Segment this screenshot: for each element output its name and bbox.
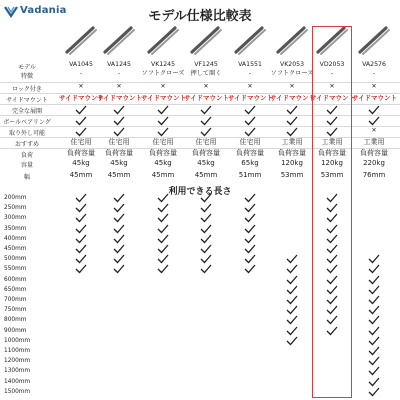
length-label: 700mm <box>4 297 27 303</box>
check-icon <box>244 264 256 274</box>
check-icon <box>200 264 212 274</box>
row-label: 完全な展開 <box>11 108 42 115</box>
check-icon <box>244 116 256 126</box>
check-icon <box>75 193 87 203</box>
spec-cell-name: VD2053 <box>319 61 345 68</box>
length-label: 750mm <box>4 307 27 314</box>
check-icon <box>157 116 169 126</box>
check-icon <box>368 305 380 315</box>
spec-cell-feature: - <box>248 70 252 77</box>
check-icon <box>368 326 380 336</box>
spec-cell-width: 53mm <box>280 171 304 179</box>
check-icon <box>113 234 125 244</box>
spec-cell-feature: - <box>372 70 376 77</box>
spec-cell-name: VK2053 <box>279 61 305 68</box>
check-icon <box>75 224 87 234</box>
check-icon <box>75 244 87 254</box>
length-label: 500mm <box>4 256 27 263</box>
row-label: 特徴 <box>20 73 33 80</box>
page-title: モデル仕様比較表 <box>148 9 252 24</box>
spec-cell-load: 負荷容量 <box>105 149 133 157</box>
spec-cell-name: VA1551 <box>238 61 262 68</box>
check-icon <box>157 213 169 223</box>
length-label: 1400mm <box>4 378 31 385</box>
spec-cell-load: 負荷容量 <box>318 149 346 157</box>
check-icon <box>244 213 256 223</box>
check-icon <box>157 244 169 254</box>
check-icon <box>286 336 298 346</box>
check-icon <box>157 193 169 203</box>
spec-cell-load: 負荷容量 <box>236 149 264 157</box>
check-icon <box>244 203 256 213</box>
length-label: 300mm <box>4 215 27 222</box>
check-icon <box>244 234 256 244</box>
check-icon <box>113 244 125 254</box>
check-icon <box>368 105 380 115</box>
check-icon <box>368 346 380 356</box>
check-icon <box>75 105 87 115</box>
spec-cell-use: 住宅用 <box>195 138 217 146</box>
spec-cell-use: 住宅用 <box>152 138 174 146</box>
spec-cell-width: 45mm <box>69 171 93 179</box>
cross-icon: ✕ <box>289 83 295 90</box>
check-icon <box>200 193 212 203</box>
spec-cell-use: 工業用 <box>321 138 343 146</box>
spec-cell-cap: 120kg <box>321 159 343 167</box>
length-label: 550mm <box>4 266 27 273</box>
check-icon <box>368 336 380 346</box>
cross-icon: ✕ <box>247 83 253 90</box>
check-icon <box>200 127 212 137</box>
check-icon <box>200 105 212 115</box>
check-icon <box>368 315 380 325</box>
product-image-vk2053 <box>274 22 310 58</box>
spec-cell-width: 45mm <box>107 171 131 179</box>
spec-cell-cap: 120kg <box>281 159 303 167</box>
spec-cell-feature: - <box>330 70 334 77</box>
check-icon <box>368 285 380 295</box>
check-icon <box>75 203 87 213</box>
check-icon <box>157 127 169 137</box>
check-icon <box>244 127 256 137</box>
spec-cell-use: 住宅用 <box>108 138 130 146</box>
check-icon <box>75 264 87 274</box>
check-icon <box>368 275 380 285</box>
check-icon <box>244 224 256 234</box>
check-icon <box>286 116 298 126</box>
check-icon <box>286 127 298 137</box>
spec-cell-name: VA1045 <box>69 61 93 68</box>
check-icon <box>286 295 298 305</box>
check-icon <box>368 366 380 376</box>
spec-cell-side: サイドマウント <box>184 94 230 102</box>
spec-cell-name: VK1245 <box>150 61 176 68</box>
check-icon <box>286 275 298 285</box>
spec-cell-cap: 45kg <box>197 159 215 167</box>
cross-icon: ✕ <box>371 83 377 90</box>
row-label: サイドマウント <box>6 97 48 104</box>
spec-cell-name: VA2576 <box>362 61 386 68</box>
spec-cell-use: 住宅用 <box>239 138 261 146</box>
spec-cell-use: 住宅用 <box>70 138 92 146</box>
check-icon <box>244 105 256 115</box>
row-label: 取り外し可能 <box>8 130 45 137</box>
cross-icon: ✕ <box>160 83 166 90</box>
check-icon <box>368 264 380 274</box>
spec-cell-side: サイドマウント <box>310 94 356 102</box>
row-label: ロック付き <box>12 86 42 93</box>
spec-cell-side: サイドマウント <box>97 94 143 102</box>
spec-cell-feature: - <box>117 70 121 77</box>
length-label: 450mm <box>4 246 27 252</box>
check-icon <box>75 116 87 126</box>
cross-icon: ✕ <box>116 83 122 90</box>
check-icon <box>200 224 212 234</box>
length-label: 1100mm <box>4 348 31 354</box>
spec-cell-feature: ソフトクローズ <box>270 70 314 77</box>
spec-cell-side: サイドマウント <box>228 94 274 102</box>
check-icon <box>368 356 380 366</box>
lengths-title: 利用できる長さ <box>168 187 232 197</box>
product-image-va1551 <box>232 22 268 58</box>
check-icon <box>113 127 125 137</box>
check-icon <box>368 387 380 397</box>
spec-cell-side: サイドマウント <box>59 94 105 102</box>
check-icon <box>157 203 169 213</box>
spec-cell-side: サイドマウント <box>352 94 398 102</box>
spec-cell-cap: 220kg <box>363 159 385 167</box>
spec-cell-width: 45mm <box>151 171 175 179</box>
check-icon <box>244 193 256 203</box>
check-icon <box>75 213 87 223</box>
check-icon <box>368 116 380 126</box>
check-icon <box>113 105 125 115</box>
check-icon <box>200 116 212 126</box>
spec-cell-cap: 65kg <box>241 159 259 167</box>
spec-cell-feature: - <box>79 70 83 77</box>
check-icon <box>200 244 212 254</box>
row-label: ボールベアリング <box>3 119 51 126</box>
check-icon <box>75 234 87 244</box>
spec-cell-load: 負荷容量 <box>278 149 306 157</box>
check-icon <box>113 116 125 126</box>
check-icon <box>286 105 298 115</box>
spec-cell-use: 工業用 <box>363 138 385 146</box>
cross-icon: ✕ <box>371 127 377 134</box>
check-icon <box>157 264 169 274</box>
row-label: 容量 <box>20 162 33 169</box>
check-icon <box>113 224 125 234</box>
check-icon <box>368 377 380 387</box>
row-label: おすすめ <box>14 141 40 148</box>
row-label: 負荷 <box>20 152 33 159</box>
spec-cell-load: 負荷容量 <box>67 149 95 157</box>
product-image-va1045 <box>63 22 99 58</box>
spec-cell-feature: ソフトクローズ <box>141 70 185 77</box>
spec-cell-load: 負荷容量 <box>192 149 220 157</box>
check-icon <box>286 315 298 325</box>
length-label: 350mm <box>4 225 27 232</box>
check-icon <box>368 254 380 264</box>
spec-cell-width: 76mm <box>362 171 386 179</box>
check-icon <box>200 234 212 244</box>
length-label: 250mm <box>4 205 27 212</box>
brand-name: Vadania <box>20 5 67 16</box>
spec-cell-cap: 45kg <box>72 159 90 167</box>
length-label: 900mm <box>4 327 27 334</box>
check-icon <box>286 285 298 295</box>
row-label: モデル <box>18 64 36 71</box>
check-icon <box>200 254 212 264</box>
cross-icon: ✕ <box>78 83 84 90</box>
spec-cell-use: 工業用 <box>281 138 303 146</box>
length-label: 1300mm <box>4 368 31 375</box>
check-icon <box>368 295 380 305</box>
highlight-column-frame <box>310 26 356 398</box>
check-icon <box>244 254 256 264</box>
check-icon <box>113 203 125 213</box>
check-icon <box>113 264 125 274</box>
length-label: 1500mm <box>4 388 31 395</box>
product-image-vk1245 <box>145 22 181 58</box>
spec-cell-name: VF1245 <box>194 61 218 68</box>
row-label: 幅 <box>23 174 30 181</box>
spec-cell-feature: 押して開く <box>190 70 222 77</box>
check-icon <box>286 305 298 315</box>
product-image-vf1245 <box>188 22 224 58</box>
cross-icon: ✕ <box>329 83 335 90</box>
check-icon <box>113 254 125 264</box>
spec-cell-load: 負荷容量 <box>360 149 388 157</box>
spec-cell-side: サイドマウント <box>270 94 316 102</box>
check-icon <box>157 105 169 115</box>
check-icon <box>244 244 256 254</box>
check-icon <box>286 264 298 274</box>
length-label: 400mm <box>4 235 27 242</box>
spec-cell-cap: 45kg <box>110 159 128 167</box>
product-image-va1245 <box>101 22 137 58</box>
length-label: 800mm <box>4 317 27 324</box>
spec-cell-load: 負荷容量 <box>149 149 177 157</box>
check-icon <box>75 127 87 137</box>
cross-icon: ✕ <box>203 83 209 90</box>
length-label: 1000mm <box>4 337 31 344</box>
length-label: 600mm <box>4 276 27 283</box>
spec-cell-name: VA1245 <box>107 61 131 68</box>
check-icon <box>157 254 169 264</box>
check-icon <box>113 193 125 203</box>
length-label: 200mm <box>4 195 27 201</box>
spec-cell-side: サイドマウント <box>141 94 187 102</box>
spec-cell-width: 53mm <box>320 171 344 179</box>
check-icon <box>75 254 87 264</box>
spec-cell-width: 51mm <box>238 171 262 179</box>
check-icon <box>113 213 125 223</box>
product-image-va2576 <box>356 22 392 58</box>
length-label: 1200mm <box>4 358 31 365</box>
check-icon <box>286 254 298 264</box>
check-icon <box>157 234 169 244</box>
check-icon <box>200 203 212 213</box>
check-icon <box>286 326 298 336</box>
check-icon <box>157 224 169 234</box>
check-icon <box>200 213 212 223</box>
length-label: 650mm <box>4 286 27 293</box>
spec-cell-cap: 45kg <box>154 159 172 167</box>
spec-cell-width: 45mm <box>194 171 218 179</box>
